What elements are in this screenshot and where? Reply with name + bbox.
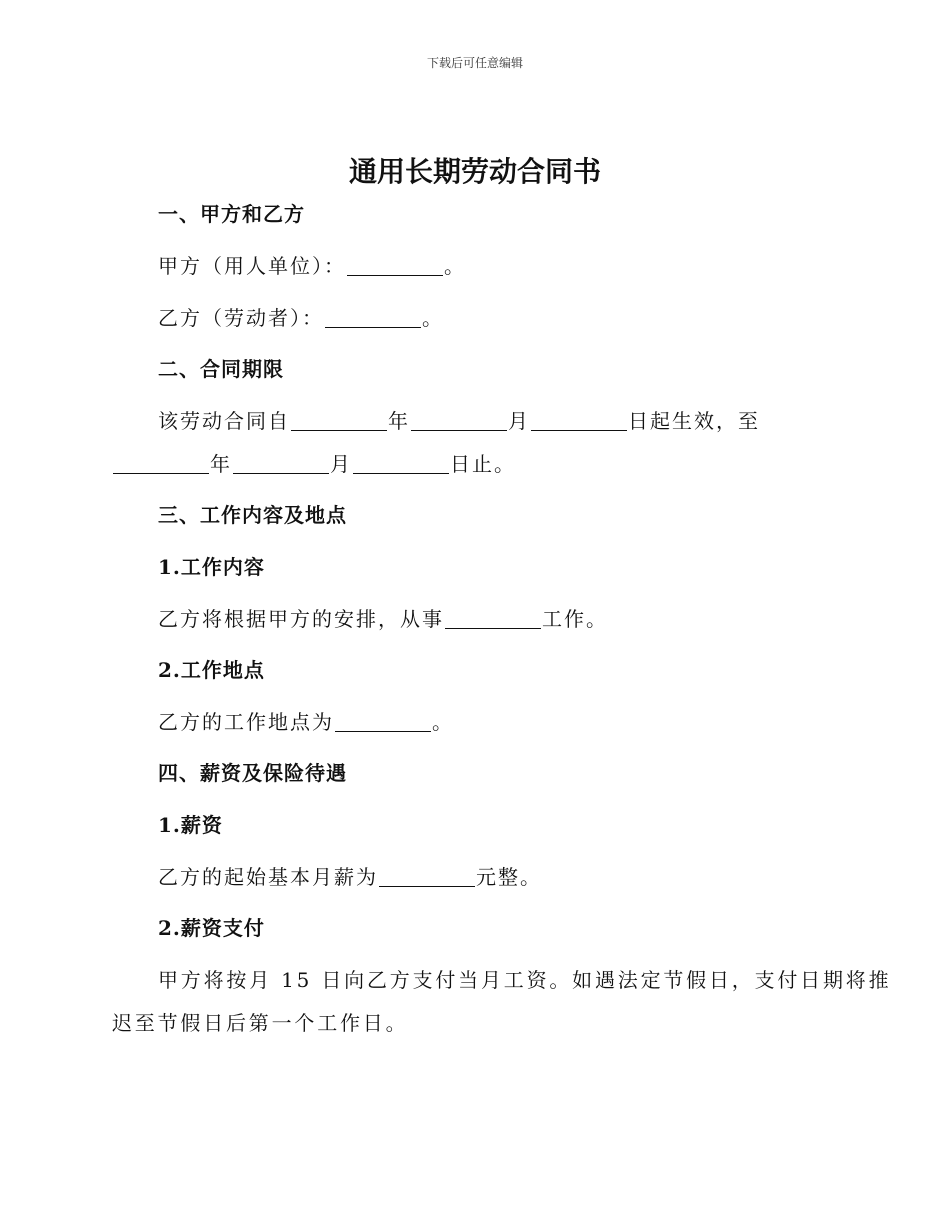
end-month-label: 月: [330, 452, 352, 476]
end-year-label: 年: [210, 452, 232, 476]
section-4-heading: 四、薪资及保险待遇: [158, 761, 347, 785]
term-line-1: [158, 405, 760, 434]
party-b-label: 乙方（劳动者）：: [158, 306, 324, 330]
term-text-d: 日起生效，至: [628, 409, 760, 433]
work-place-heading: 2.工作地点: [158, 658, 265, 682]
salary-blank: [379, 866, 475, 887]
salary-line: [158, 861, 542, 890]
term-line-2: [112, 448, 516, 477]
end-year-blank: [113, 453, 209, 474]
end-day-blank: [353, 453, 449, 474]
work-content-blank: [445, 608, 541, 629]
work-place-suffix: 。: [432, 710, 454, 734]
salary-text: 乙方的起始基本月薪为: [158, 865, 378, 889]
work-content-line: [158, 603, 608, 632]
work-content-text: 乙方将根据甲方的安排，从事: [158, 607, 444, 631]
salary-payment-line-1: 甲方将按月 15 日向乙方支付当月工资。如遇法定节假日，支付日期将推: [158, 968, 892, 992]
salary-payment-heading: 2.薪资支付: [158, 916, 265, 940]
work-content-heading: 1.工作内容: [158, 555, 265, 579]
end-day-label: 日止。: [450, 452, 516, 476]
party-a-label: 甲方（用人单位）：: [158, 254, 346, 278]
party-b-line: [158, 302, 444, 331]
start-day-blank: [531, 410, 627, 431]
party-a-blank: [347, 255, 443, 276]
work-place-line: [158, 706, 454, 735]
party-a-suffix: 。: [444, 254, 466, 278]
salary-suffix: 元整。: [476, 865, 542, 889]
start-month-blank: [411, 410, 507, 431]
section-3-heading: 三、工作内容及地点: [158, 503, 347, 527]
party-a-line: [158, 250, 466, 279]
start-year-blank: [291, 410, 387, 431]
section-1-heading: 一、甲方和乙方: [158, 202, 305, 226]
section-2-heading: 二、合同期限: [158, 357, 284, 381]
work-place-text: 乙方的工作地点为: [158, 710, 334, 734]
party-b-suffix: 。: [422, 306, 444, 330]
term-year-label: 年: [388, 409, 410, 433]
header-note: 下载后可任意编辑: [426, 56, 523, 70]
work-content-suffix: 工作。: [542, 607, 608, 631]
work-place-blank: [335, 711, 431, 732]
party-b-blank: [325, 307, 421, 328]
salary-payment-line-2: 迟至节假日后第一个工作日。: [112, 1011, 409, 1035]
term-month-label: 月: [508, 409, 530, 433]
end-month-blank: [233, 453, 329, 474]
salary-heading: 1.薪资: [158, 813, 223, 837]
document-title: 通用长期劳动合同书: [348, 155, 601, 188]
term-text-a: 该劳动合同自: [158, 409, 290, 433]
